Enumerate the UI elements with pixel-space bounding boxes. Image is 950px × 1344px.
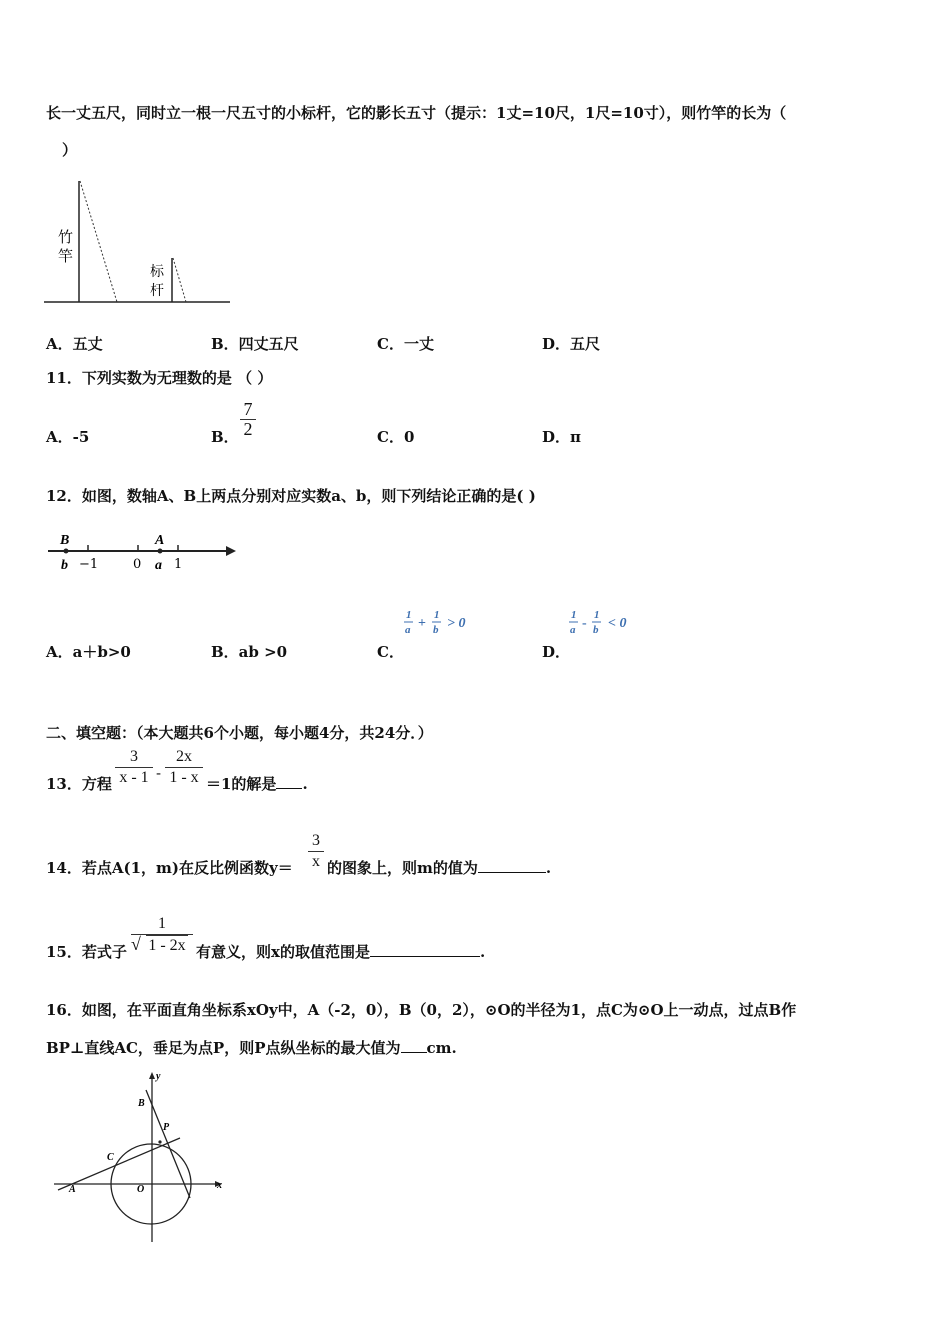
q12-stem: 12．如图，数轴A、B上两点分别对应实数a、b，则下列结论正确的是( ) <box>46 487 536 505</box>
q14-fraction: 3 x <box>308 831 324 872</box>
q15-fraction: 1 √ 1 - 2x <box>131 914 193 956</box>
fig-label-C: C <box>107 1152 114 1163</box>
axis-label-A: A <box>155 533 165 548</box>
coordinate-circle-figure <box>50 1070 230 1250</box>
svg-text:b: b <box>593 624 599 636</box>
svg-text:1: 1 <box>594 609 600 621</box>
q13-answer-blank[interactable] <box>276 774 302 789</box>
number-line-figure <box>44 530 244 575</box>
q12-option-a: A．a＋b>0 <box>46 643 131 661</box>
q11-option-b: B． <box>211 428 239 446</box>
svg-text:1: 1 <box>434 609 440 621</box>
q14-answer-blank[interactable] <box>478 858 546 873</box>
q11-stem: 11．下列实数为无理数的是 （ ） <box>46 369 273 387</box>
axis-tick-a: a <box>155 558 162 573</box>
svg-text:-: - <box>582 616 587 631</box>
q10-option-a: A．五丈 <box>46 335 103 353</box>
fig-label-x: x <box>217 1180 222 1191</box>
axis-label-B: B <box>60 533 70 548</box>
q10-stem-line2: ） <box>62 141 78 159</box>
q12-option-d-expression <box>567 608 647 638</box>
q10-option-c: C．一丈 <box>377 335 434 353</box>
q13-fraction-1: 3 x - 1 <box>115 747 153 788</box>
svg-text:a: a <box>405 624 411 636</box>
svg-text:< 0: < 0 <box>608 616 627 631</box>
q11-option-d: D．π <box>542 428 581 446</box>
svg-text:a: a <box>570 624 576 636</box>
svg-text:1: 1 <box>571 609 577 621</box>
q14-suffix: 的图象上，则m的值为 . <box>327 859 552 877</box>
q14-prefix: 14．若点A(1，m)在反比例函数y＝ <box>46 859 293 877</box>
svg-text:1: 1 <box>406 609 412 621</box>
q10-option-d: D．五尺 <box>542 335 601 353</box>
q13-prefix: 13．方程 <box>46 775 112 793</box>
axis-tick-0: 0 <box>133 557 142 572</box>
q15-prefix: 15．若式子 <box>46 943 127 961</box>
fig-label-B: B <box>138 1098 145 1109</box>
stick-label-1: 标 <box>150 264 164 280</box>
axis-tick-minus1: −1 <box>79 557 99 572</box>
axis-tick-1: 1 <box>174 557 183 572</box>
q12-option-c: C． <box>377 643 404 661</box>
q12-option-d: D． <box>542 643 571 661</box>
stick-label-2: 杆 <box>150 283 164 299</box>
q11-option-c: C．0 <box>377 428 415 446</box>
fig-label-y: y <box>156 1071 161 1082</box>
q12-option-c-expression <box>402 608 482 638</box>
section2-heading: 二、填空题：（本大题共6个小题，每小题4分，共24分．） <box>46 724 433 742</box>
svg-text:b: b <box>433 624 439 636</box>
q13-fraction-2: 2x 1 - x <box>165 747 203 788</box>
q11-option-b-fraction: 7 2 <box>240 400 256 439</box>
fig-label-P: P <box>163 1122 170 1133</box>
pole-label-2: 竿 <box>58 247 74 265</box>
q13-minus: - <box>156 764 162 782</box>
bamboo-pole-figure <box>44 178 244 308</box>
q15-answer-blank[interactable] <box>370 942 480 957</box>
fig-label-O: O <box>137 1184 145 1195</box>
q11-option-a: A．-5 <box>46 428 90 446</box>
q16-line1: 16．如图，在平面直角坐标系xOy中，A（-2，0），B（0，2），⊙O的半径为1，点C为⊙O上一动点，过点B作 <box>46 1001 797 1019</box>
q13-suffix: ＝1的解是 . <box>206 775 308 793</box>
svg-text:> 0: > 0 <box>447 616 466 631</box>
q10-stem-line1: 长一丈五尺，同时立一根一尺五寸的小标杆，它的影长五寸（提示：1丈=10尺，1尺=10寸），则竹竿的长为（ <box>46 104 787 122</box>
q10-option-b: B．四丈五尺 <box>211 335 299 353</box>
q15-suffix: 有意义，则x的取值范围是 . <box>196 943 486 961</box>
svg-text:+: + <box>418 616 426 631</box>
pole-label-1: 竹 <box>58 228 74 246</box>
fig-label-A: A <box>69 1184 76 1195</box>
q16-line2: BP⊥直线AC，垂足为点P，则P点纵坐标的最大值为 cm. <box>46 1039 457 1057</box>
q16-answer-blank[interactable] <box>401 1038 427 1053</box>
axis-tick-b: b <box>61 558 68 573</box>
q12-option-b: B．ab >0 <box>211 643 288 661</box>
